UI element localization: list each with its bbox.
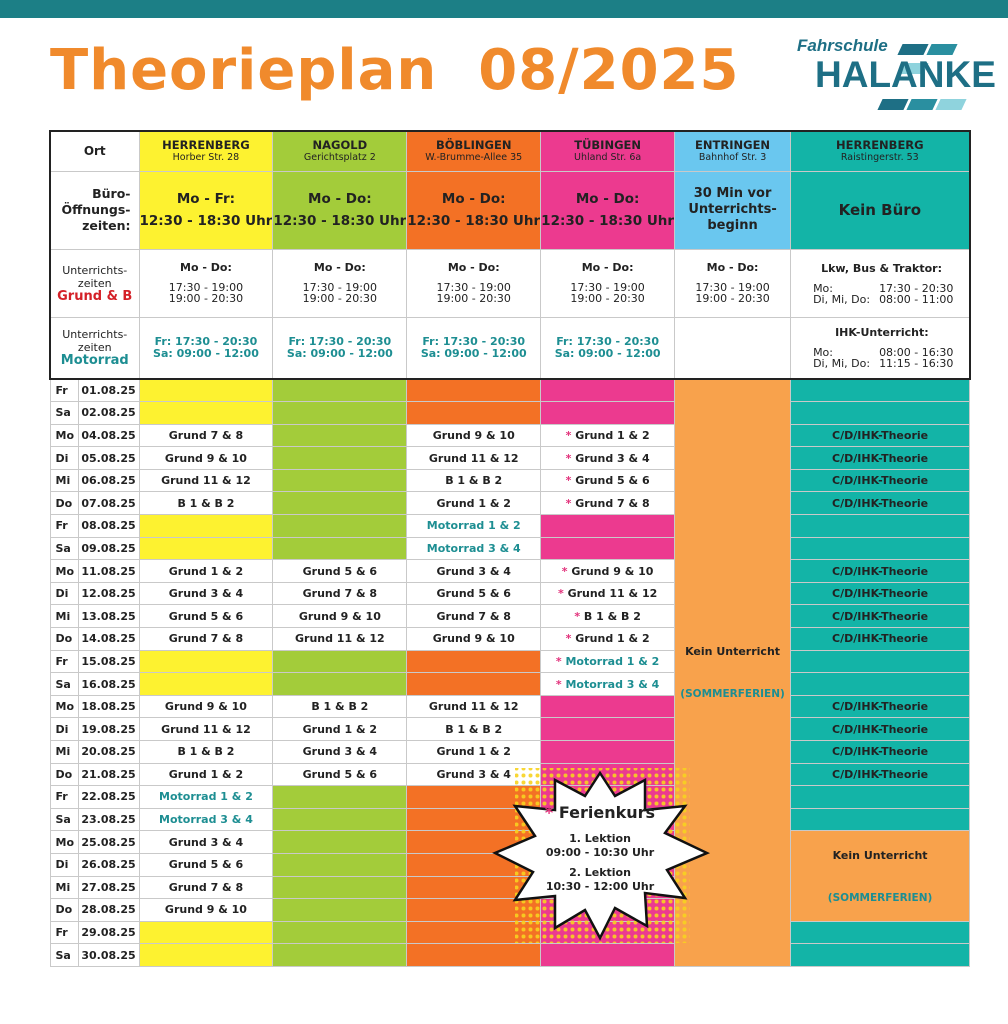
- lesson-cell: Grund 11 & 12: [407, 447, 541, 470]
- day-row: [50, 718, 970, 741]
- date-cell: 06.08.25: [78, 469, 139, 492]
- lesson-cell: Grund 5 & 6: [139, 605, 273, 628]
- lesson-cell: Motorrad 1 & 2: [139, 786, 273, 809]
- lesson-cell: * Grund 1 & 2: [541, 628, 675, 651]
- lesson-cell: * B 1 & B 2: [541, 605, 675, 628]
- empty-cell: [791, 650, 970, 673]
- lesson-cell: C/D/IHK-Theorie: [791, 763, 970, 786]
- lesson-cell: C/D/IHK-Theorie: [791, 605, 970, 628]
- lesson-cell: Grund 5 & 6: [273, 763, 407, 786]
- lesson-cell: B 1 & B 2: [407, 469, 541, 492]
- date-cell: 15.08.25: [78, 650, 139, 673]
- empty-cell: [273, 944, 407, 967]
- date-cell: 14.08.25: [78, 628, 139, 651]
- lesson-cell: Grund 1 & 2: [139, 763, 273, 786]
- ferienkurs-star: *: [557, 587, 568, 601]
- location-header-entringen: ENTRINGEN Bahnhof Str. 3: [675, 131, 791, 171]
- empty-cell: [273, 831, 407, 854]
- ferienkurs-star: *: [561, 564, 572, 578]
- lesson-cell: Grund 1 & 2: [407, 741, 541, 764]
- empty-cell: [791, 515, 970, 538]
- lesson-cell: Grund 9 & 10: [139, 447, 273, 470]
- office-hours-label: Büro- Öffnungs- zeiten:: [50, 171, 139, 249]
- logo-line1: Fahrschule: [797, 36, 888, 55]
- empty-cell: [541, 402, 675, 425]
- lesson-cell: Motorrad 1 & 2: [407, 515, 541, 538]
- empty-cell: [273, 492, 407, 515]
- lesson-cell: Grund 7 & 8: [407, 605, 541, 628]
- weekday-cell: Fr: [50, 650, 78, 673]
- ferienkurs-star: *: [574, 609, 584, 623]
- day-row: [50, 424, 970, 447]
- motor-times-nagold: Fr: 17:30 - 20:30 Sa: 09:00 - 12:00: [273, 317, 407, 379]
- day-row: [50, 492, 970, 515]
- lesson-cell: C/D/IHK-Theorie: [791, 447, 970, 470]
- office-hours-herrenberg-2: Kein Büro: [791, 171, 970, 249]
- empty-cell: [791, 537, 970, 560]
- herrenberg2-note-line2: (SOMMERFERIEN): [827, 891, 933, 904]
- date-cell: 30.08.25: [78, 944, 139, 967]
- date-cell: 12.08.25: [78, 582, 139, 605]
- lesson-cell: Grund 9 & 10: [139, 695, 273, 718]
- empty-cell: [273, 899, 407, 922]
- date-cell: 13.08.25: [78, 605, 139, 628]
- day-row: [50, 628, 970, 651]
- ferienkurs-star: *: [555, 677, 566, 691]
- weekday-cell: Do: [50, 492, 78, 515]
- empty-cell: [541, 695, 675, 718]
- date-cell: 25.08.25: [78, 831, 139, 854]
- lesson-cell: C/D/IHK-Theorie: [791, 424, 970, 447]
- ferienkurs-lesson1: 1. Lektion: [569, 832, 631, 845]
- date-cell: 29.08.25: [78, 921, 139, 944]
- empty-cell: [273, 853, 407, 876]
- empty-cell: [273, 402, 407, 425]
- weekday-cell: Mo: [50, 695, 78, 718]
- herrenberg2-no-lessons: [791, 831, 970, 921]
- motor-times-entringen: [675, 317, 791, 379]
- day-row: [50, 605, 970, 628]
- page-title: Theorieplan 08/2025: [50, 38, 740, 103]
- motor-times-herrenberg: Fr: 17:30 - 20:30 Sa: 09:00 - 12:00: [139, 317, 273, 379]
- weekday-cell: Sa: [50, 537, 78, 560]
- day-row: [50, 560, 970, 583]
- lesson-cell: * Grund 7 & 8: [541, 492, 675, 515]
- office-hours-entringen: 30 Min vor Unterrichts- beginn: [675, 171, 791, 249]
- empty-cell: [139, 379, 273, 402]
- lesson-cell: Motorrad 3 & 4: [407, 537, 541, 560]
- empty-cell: [273, 379, 407, 402]
- grund-times-boeblingen: Mo - Do: 17:30 - 19:00 19:00 - 20:30: [407, 249, 541, 317]
- lkw-times: Lkw, Bus & Traktor: Mo: 17:30 - 20:30 Di, Mi, Do: 08:00 - 11:00: [791, 249, 970, 317]
- empty-cell: [139, 944, 273, 967]
- date-cell: 23.08.25: [78, 808, 139, 831]
- ferienkurs-star: *: [555, 654, 566, 668]
- lesson-cell: * Grund 11 & 12: [541, 582, 675, 605]
- lesson-cell: C/D/IHK-Theorie: [791, 741, 970, 764]
- lesson-cell: * Grund 3 & 4: [541, 447, 675, 470]
- empty-cell: [139, 673, 273, 696]
- empty-cell: [273, 515, 407, 538]
- empty-cell: [791, 402, 970, 425]
- weekday-cell: Do: [50, 628, 78, 651]
- grund-times-tuebingen: Mo - Do: 17:30 - 19:00 19:00 - 20:30: [541, 249, 675, 317]
- empty-cell: [273, 537, 407, 560]
- empty-cell: [791, 673, 970, 696]
- empty-cell: [139, 921, 273, 944]
- lesson-cell: C/D/IHK-Theorie: [791, 718, 970, 741]
- empty-cell: [407, 402, 541, 425]
- date-cell: 26.08.25: [78, 853, 139, 876]
- ferienkurs-star: *: [565, 474, 576, 488]
- ort-label: Ort: [50, 131, 139, 171]
- day-row: [50, 447, 970, 470]
- weekday-cell: Di: [50, 718, 78, 741]
- lesson-cell: * Grund 5 & 6: [541, 469, 675, 492]
- weekday-cell: Sa: [50, 402, 78, 425]
- location-header-tuebingen: TÜBINGEN Uhland Str. 6a: [541, 131, 675, 171]
- date-cell: 20.08.25: [78, 741, 139, 764]
- weekday-cell: Mo: [50, 560, 78, 583]
- office-hours-nagold: Mo - Do: 12:30 - 18:30 Uhr: [273, 171, 407, 249]
- date-cell: 04.08.25: [78, 424, 139, 447]
- lesson-cell: Grund 3 & 4: [407, 560, 541, 583]
- lesson-cell: Grund 1 & 2: [139, 560, 273, 583]
- weekday-cell: Fr: [50, 515, 78, 538]
- weekday-cell: Mi: [50, 469, 78, 492]
- entringen-note-line1: Kein Unterricht: [685, 645, 781, 659]
- empty-cell: [407, 379, 541, 402]
- company-logo: [795, 36, 996, 116]
- motor-times-boeblingen: Fr: 17:30 - 20:30 Sa: 09:00 - 12:00: [407, 317, 541, 379]
- logo-stripes-bottom: [880, 95, 967, 114]
- empty-cell: [273, 673, 407, 696]
- lesson-cell: Grund 11 & 12: [273, 628, 407, 651]
- date-cell: 08.08.25: [78, 515, 139, 538]
- weekday-cell: Di: [50, 582, 78, 605]
- lesson-cell: Grund 9 & 10: [407, 628, 541, 651]
- grund-times-herrenberg: Mo - Do: 17:30 - 19:00 19:00 - 20:30: [139, 249, 273, 317]
- day-row: [50, 469, 970, 492]
- empty-cell: [139, 650, 273, 673]
- date-cell: 19.08.25: [78, 718, 139, 741]
- date-cell: 11.08.25: [78, 560, 139, 583]
- lesson-cell: C/D/IHK-Theorie: [791, 628, 970, 651]
- lesson-cell: Grund 9 & 10: [139, 899, 273, 922]
- date-cell: 09.08.25: [78, 537, 139, 560]
- empty-cell: [541, 537, 675, 560]
- lesson-cell: * Grund 9 & 10: [541, 560, 675, 583]
- location-header-herrenberg: HERRENBERG Horber Str. 28: [139, 131, 273, 171]
- empty-cell: [273, 447, 407, 470]
- empty-cell: [139, 515, 273, 538]
- lesson-cell: C/D/IHK-Theorie: [791, 582, 970, 605]
- empty-cell: [791, 944, 970, 967]
- empty-cell: [541, 718, 675, 741]
- day-row: [50, 515, 970, 538]
- weekday-cell: Mi: [50, 741, 78, 764]
- location-header-nagold: NAGOLD Gerichtsplatz 2: [273, 131, 407, 171]
- lesson-cell: Grund 7 & 8: [139, 628, 273, 651]
- grund-times-nagold: Mo - Do: 17:30 - 19:00 19:00 - 20:30: [273, 249, 407, 317]
- empty-cell: [791, 786, 970, 809]
- lesson-cell: * Grund 1 & 2: [541, 424, 675, 447]
- lesson-times-grund-label: Unterrichts- zeiten Grund & B: [50, 249, 139, 317]
- ferienkurs-lesson2: 2. Lektion: [569, 866, 631, 879]
- empty-cell: [407, 650, 541, 673]
- lesson-cell: B 1 & B 2: [273, 695, 407, 718]
- date-cell: 21.08.25: [78, 763, 139, 786]
- date-cell: 28.08.25: [78, 899, 139, 922]
- ferienkurs-time2: 10:30 - 12:00 Uhr: [545, 880, 655, 893]
- lesson-cell: Grund 11 & 12: [139, 718, 273, 741]
- date-cell: 18.08.25: [78, 695, 139, 718]
- weekday-cell: Sa: [50, 673, 78, 696]
- ferienkurs-star: *: [565, 428, 576, 442]
- ferienkurs-badge: [485, 758, 715, 948]
- weekday-cell: Mi: [50, 605, 78, 628]
- date-cell: 07.08.25: [78, 492, 139, 515]
- lesson-cell: Grund 5 & 6: [407, 582, 541, 605]
- date-cell: 16.08.25: [78, 673, 139, 696]
- ferienkurs-title: * Ferienkurs: [544, 803, 656, 822]
- lesson-cell: * Motorrad 1 & 2: [541, 650, 675, 673]
- weekday-cell: Fr: [50, 379, 78, 402]
- weekday-cell: Mo: [50, 424, 78, 447]
- ferienkurs-time1: 09:00 - 10:30 Uhr: [545, 846, 655, 859]
- empty-cell: [791, 808, 970, 831]
- weekday-cell: Fr: [50, 921, 78, 944]
- lesson-cell: Grund 7 & 8: [139, 876, 273, 899]
- lesson-cell: Grund 9 & 10: [407, 424, 541, 447]
- empty-cell: [139, 537, 273, 560]
- lesson-cell: Grund 11 & 12: [407, 695, 541, 718]
- lesson-cell: Motorrad 3 & 4: [139, 808, 273, 831]
- lesson-cell: B 1 & B 2: [139, 492, 273, 515]
- empty-cell: [273, 808, 407, 831]
- empty-cell: [273, 424, 407, 447]
- lesson-cell: Grund 3 & 4: [407, 763, 541, 786]
- ferienkurs-star: *: [565, 632, 576, 646]
- date-cell: 27.08.25: [78, 876, 139, 899]
- day-row: [50, 650, 970, 673]
- office-hours-tuebingen: Mo - Do: 12:30 - 18:30 Uhr: [541, 171, 675, 249]
- office-hours-boeblingen: Mo - Do: 12:30 - 18:30 Uhr: [407, 171, 541, 249]
- day-row: [50, 673, 970, 696]
- lesson-cell: Grund 7 & 8: [139, 424, 273, 447]
- location-header-boeblingen: BÖBLINGEN W.-Brumme-Allee 35: [407, 131, 541, 171]
- ferienkurs-star: *: [565, 451, 576, 465]
- weekday-cell: Mo: [50, 831, 78, 854]
- lesson-times-motorrad-label: Unterrichts- zeiten Motorrad: [50, 317, 139, 379]
- weekday-cell: Sa: [50, 808, 78, 831]
- lesson-cell: Grund 7 & 8: [273, 582, 407, 605]
- weekday-cell: Fr: [50, 786, 78, 809]
- empty-cell: [273, 786, 407, 809]
- lesson-cell: B 1 & B 2: [407, 718, 541, 741]
- day-row: [50, 582, 970, 605]
- weekday-cell: Mi: [50, 876, 78, 899]
- empty-cell: [273, 921, 407, 944]
- lesson-cell: C/D/IHK-Theorie: [791, 492, 970, 515]
- lesson-cell: Grund 9 & 10: [273, 605, 407, 628]
- day-row: [50, 537, 970, 560]
- lesson-cell: Grund 11 & 12: [139, 469, 273, 492]
- motor-times-tuebingen: Fr: 17:30 - 20:30 Sa: 09:00 - 12:00: [541, 317, 675, 379]
- day-row: [50, 379, 970, 402]
- ferienkurs-star: *: [565, 496, 576, 510]
- lesson-cell: Grund 1 & 2: [407, 492, 541, 515]
- herrenberg2-note-line1: Kein Unterricht: [832, 848, 928, 862]
- empty-cell: [791, 921, 970, 944]
- office-hours-herrenberg: Mo - Fr: 12:30 - 18:30 Uhr: [139, 171, 273, 249]
- empty-cell: [791, 379, 970, 402]
- empty-cell: [541, 379, 675, 402]
- ihk-times: IHK-Unterricht: Mo: 08:00 - 16:30 Di, Mi, Do: 11:15 - 16:30: [791, 317, 970, 379]
- lesson-cell: Grund 3 & 4: [273, 741, 407, 764]
- logo-line2: HALANKE: [815, 54, 996, 95]
- lesson-cell: C/D/IHK-Theorie: [791, 560, 970, 583]
- empty-cell: [139, 402, 273, 425]
- lesson-cell: Grund 5 & 6: [273, 560, 407, 583]
- weekday-cell: Di: [50, 853, 78, 876]
- weekday-cell: Sa: [50, 944, 78, 967]
- date-cell: 01.08.25: [78, 379, 139, 402]
- entringen-note-line2: (SOMMERFERIEN): [680, 688, 785, 701]
- lesson-cell: Grund 3 & 4: [139, 582, 273, 605]
- empty-cell: [273, 469, 407, 492]
- lesson-cell: Grund 1 & 2: [273, 718, 407, 741]
- date-cell: 22.08.25: [78, 786, 139, 809]
- lesson-cell: Grund 5 & 6: [139, 853, 273, 876]
- weekday-cell: Di: [50, 447, 78, 470]
- date-cell: 02.08.25: [78, 402, 139, 425]
- empty-cell: [407, 673, 541, 696]
- lesson-cell: C/D/IHK-Theorie: [791, 469, 970, 492]
- lesson-cell: B 1 & B 2: [139, 741, 273, 764]
- weekday-cell: Do: [50, 763, 78, 786]
- empty-cell: [541, 515, 675, 538]
- lesson-cell: Grund 3 & 4: [139, 831, 273, 854]
- lesson-cell: C/D/IHK-Theorie: [791, 695, 970, 718]
- day-row: [50, 402, 970, 425]
- day-row: [50, 695, 970, 718]
- date-cell: 05.08.25: [78, 447, 139, 470]
- location-header-herrenberg-2: HERRENBERG Raistingerstr. 53: [791, 131, 970, 171]
- empty-cell: [273, 876, 407, 899]
- weekday-cell: Do: [50, 899, 78, 922]
- top-bar: [0, 0, 1008, 18]
- lesson-cell: * Motorrad 3 & 4: [541, 673, 675, 696]
- empty-cell: [273, 650, 407, 673]
- grund-times-entringen: Mo - Do: 17:30 - 19:00 19:00 - 20:30: [675, 249, 791, 317]
